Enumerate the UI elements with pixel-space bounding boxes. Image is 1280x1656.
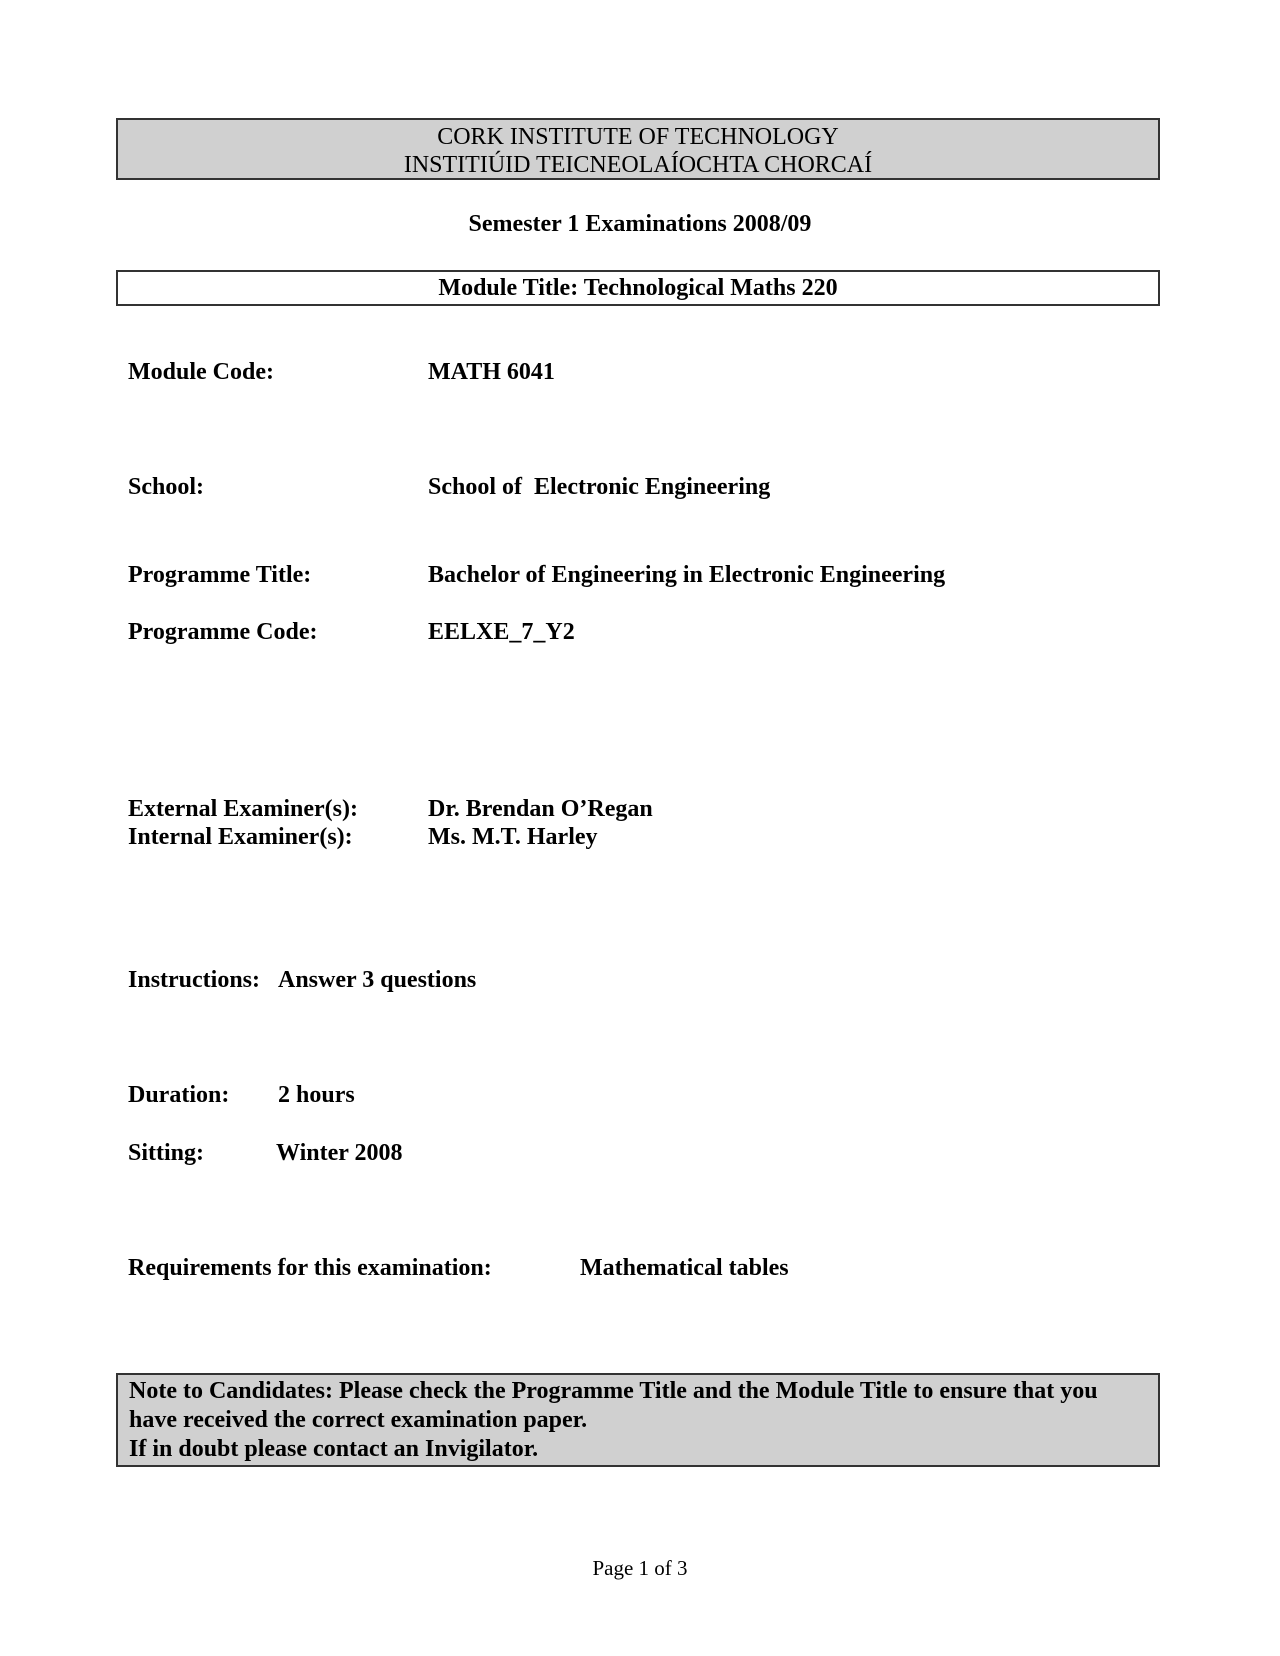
sitting-value: Winter 2008 — [276, 1140, 403, 1166]
requirements-label: Requirements for this examination: — [128, 1255, 492, 1281]
note-line-1: Note to Candidates: Please check the Programme Title and the Module Title to ensure that you — [129, 1378, 1098, 1404]
institute-header — [116, 118, 1160, 180]
programme-code-value: EELXE_7_Y2 — [428, 619, 575, 645]
semester-title: Semester 1 Examinations 2008/09 — [468, 211, 812, 237]
note-line-2: have received the correct examination paper. — [129, 1407, 588, 1433]
institute-name-irish: INSTITIÚID TEICNEOLAÍOCHTA CHORCAÍ — [403, 152, 873, 178]
external-examiner-label: External Examiner(s): — [128, 796, 358, 822]
requirements-value: Mathematical tables — [580, 1255, 789, 1281]
instructions-label: Instructions: — [128, 967, 261, 993]
module-code-value: MATH 6041 — [428, 359, 555, 385]
note-to-candidates — [116, 1373, 1160, 1467]
module-code-label: Module Code: — [128, 359, 274, 385]
programme-title-value: Bachelor of Engineering in Electronic Engineering — [428, 562, 946, 588]
institute-name-english: CORK INSTITUTE OF TECHNOLOGY — [437, 124, 839, 150]
module-title: Module Title: Technological Maths 220 — [116, 270, 1160, 306]
duration-value: 2 hours — [278, 1082, 355, 1108]
school-value: School of Electronic Engineering — [428, 474, 771, 500]
note-line-3: If in doubt please contact an Invigilator. — [129, 1436, 539, 1462]
internal-examiner-label: Internal Examiner(s): — [128, 824, 353, 850]
school-label: School: — [128, 474, 205, 500]
sitting-label: Sitting: — [128, 1140, 205, 1166]
page-number: Page 1 of 3 — [592, 1556, 688, 1580]
programme-title-label: Programme Title: — [128, 562, 312, 588]
internal-examiner-value: Ms. M.T. Harley — [428, 824, 598, 850]
external-examiner-value: Dr. Brendan O’Regan — [428, 796, 653, 822]
instructions-value: Answer 3 questions — [278, 967, 477, 993]
duration-label: Duration: — [128, 1082, 230, 1108]
programme-code-label: Programme Code: — [128, 619, 318, 645]
